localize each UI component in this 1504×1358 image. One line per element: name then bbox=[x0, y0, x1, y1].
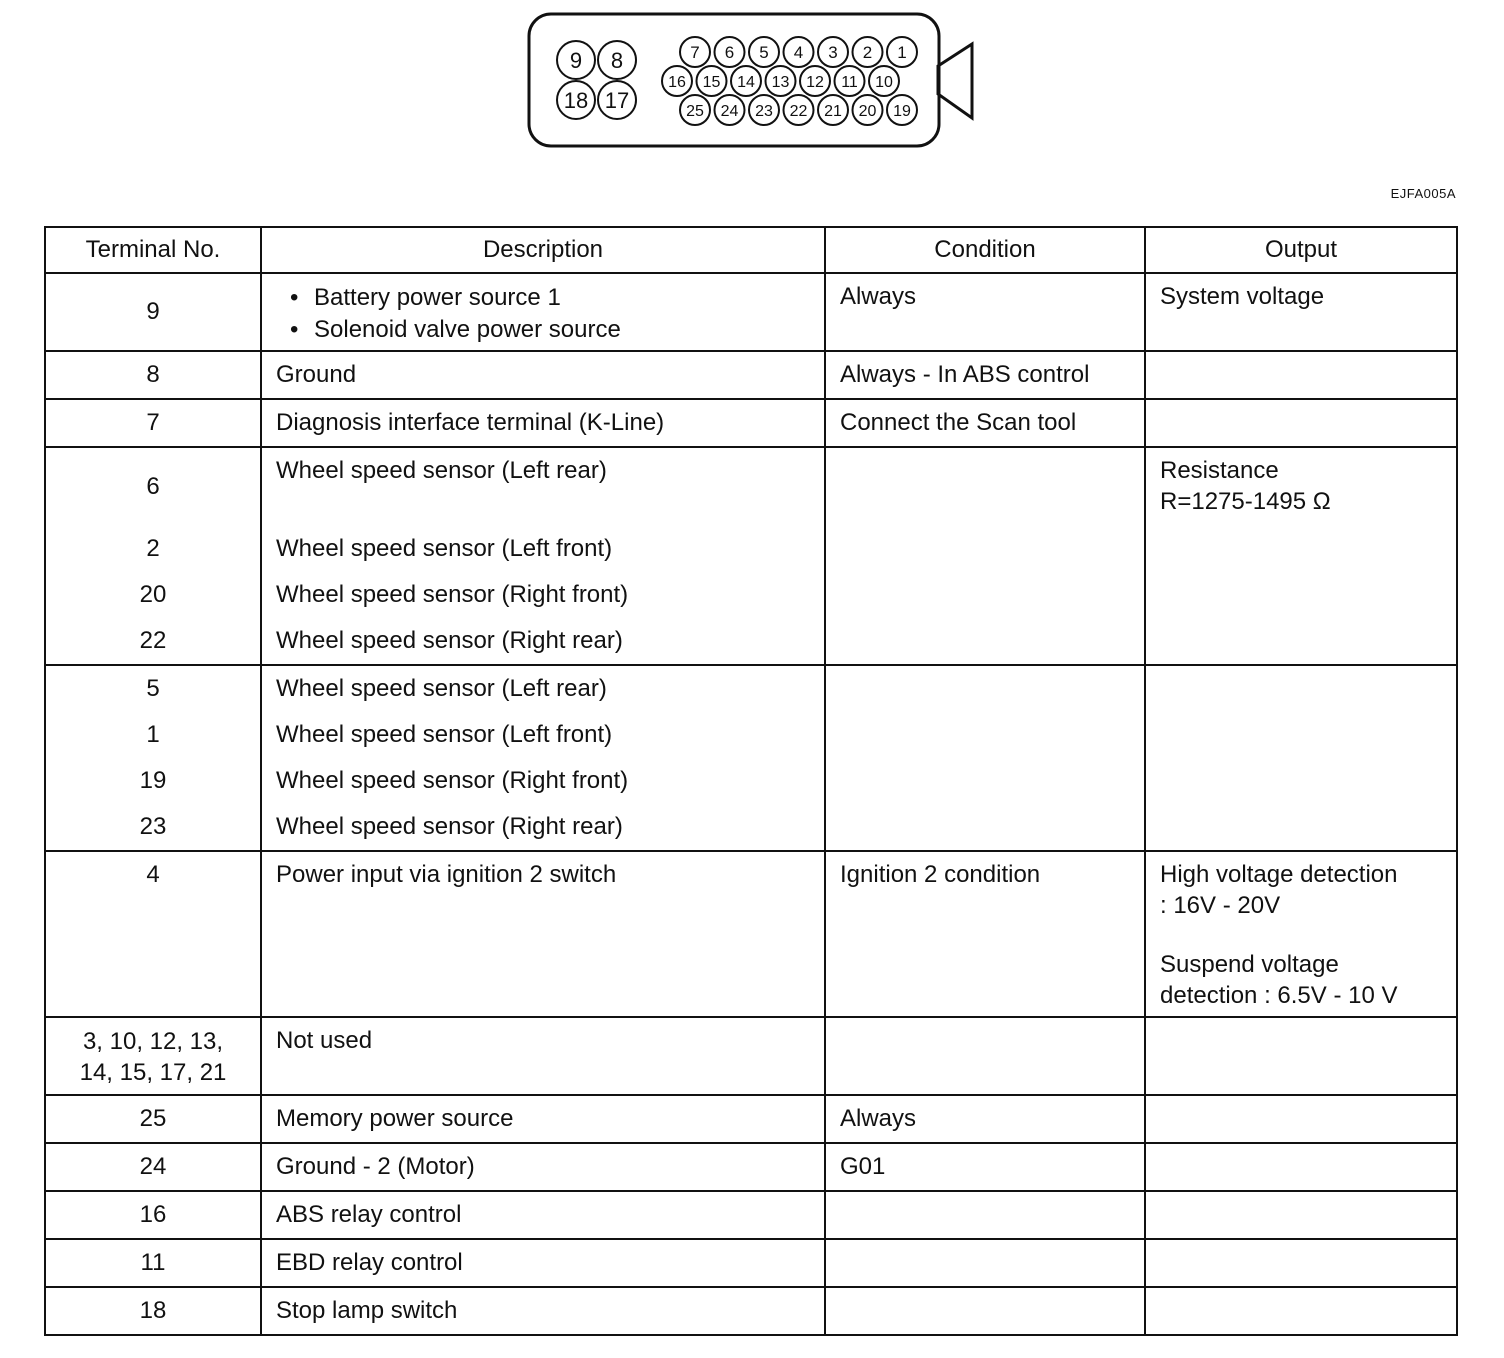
pin-label-21: 21 bbox=[824, 103, 842, 120]
terminal-table bbox=[44, 226, 1458, 1336]
terminal-cell: 7 bbox=[45, 399, 261, 447]
output-cell bbox=[1145, 1143, 1457, 1191]
pin-label-5: 5 bbox=[759, 43, 769, 62]
terminal-cell: 9 bbox=[45, 273, 261, 351]
terminal-cell: 6 2 20 22 bbox=[45, 447, 261, 665]
condition-cell: Connect the Scan tool bbox=[825, 399, 1145, 447]
table-row bbox=[45, 1191, 1457, 1239]
description-cell: Stop lamp switch bbox=[261, 1287, 825, 1335]
pin-label-7: 7 bbox=[690, 43, 700, 62]
pin-label-24: 24 bbox=[720, 103, 739, 120]
table-row bbox=[45, 1143, 1457, 1191]
description-cell: Wheel speed sensor (Left rear) Wheel speed sensor (Left front) Wheel speed sensor (Right front) Wheel speed sensor (Right rear) bbox=[261, 447, 825, 665]
header-terminal-no: Terminal No. bbox=[45, 227, 261, 273]
output-cell bbox=[1145, 1287, 1457, 1335]
terminal-cell: 4 bbox=[45, 851, 261, 1017]
small-pin-group bbox=[662, 37, 917, 125]
output-cell bbox=[1145, 1095, 1457, 1143]
terminal-cell: 8 bbox=[45, 351, 261, 399]
condition-cell bbox=[825, 1239, 1145, 1287]
condition-cell: Always bbox=[825, 1095, 1145, 1143]
list-item: • Battery power source 1 bbox=[288, 282, 824, 314]
table-row bbox=[45, 273, 1457, 351]
table-row bbox=[45, 1017, 1457, 1095]
pin-label-1: 1 bbox=[897, 43, 907, 62]
connector-latch bbox=[938, 44, 972, 118]
bullet-list bbox=[262, 282, 824, 346]
terminal-cell: 25 bbox=[45, 1095, 261, 1143]
pin-label-3: 3 bbox=[828, 43, 838, 62]
pin-label-14: 14 bbox=[737, 74, 755, 91]
terminal-cell: 24 bbox=[45, 1143, 261, 1191]
description-cell bbox=[261, 273, 825, 351]
description-cell: Power input via ignition 2 switch bbox=[261, 851, 825, 1017]
table-row bbox=[45, 447, 1457, 665]
description-cell: EBD relay control bbox=[261, 1239, 825, 1287]
header-description: Description bbox=[261, 227, 825, 273]
output-cell bbox=[1145, 1239, 1457, 1287]
list-item: • Solenoid valve power source bbox=[288, 314, 824, 346]
description-cell: Ground - 2 (Motor) bbox=[261, 1143, 825, 1191]
table-row bbox=[45, 665, 1457, 851]
description-cell: Ground bbox=[261, 351, 825, 399]
pin-label-8: 8 bbox=[610, 48, 624, 73]
header-condition: Condition bbox=[825, 227, 1145, 273]
table-row bbox=[45, 351, 1457, 399]
description-cell: Memory power source bbox=[261, 1095, 825, 1143]
pin-label-25: 25 bbox=[686, 103, 704, 120]
terminal-cell: 11 bbox=[45, 1239, 261, 1287]
output-cell: System voltage bbox=[1145, 273, 1457, 351]
output-cell bbox=[1145, 351, 1457, 399]
pin-label-13: 13 bbox=[771, 74, 790, 91]
output-cell bbox=[1145, 665, 1457, 851]
condition-cell bbox=[825, 447, 1145, 665]
condition-cell: Always - In ABS control bbox=[825, 351, 1145, 399]
pin-label-17: 17 bbox=[604, 88, 630, 113]
pin-label-9: 9 bbox=[569, 48, 583, 73]
pin-label-12: 12 bbox=[806, 74, 824, 91]
description-cell: Not used bbox=[261, 1017, 825, 1095]
terminal-cell: 5 1 19 23 bbox=[45, 665, 261, 851]
connector-diagram bbox=[520, 8, 980, 154]
table-row bbox=[45, 1095, 1457, 1143]
terminal-cell: 18 bbox=[45, 1287, 261, 1335]
table-row bbox=[45, 1287, 1457, 1335]
table-header-row bbox=[45, 227, 1457, 273]
condition-cell bbox=[825, 665, 1145, 851]
output-cell: High voltage detection : 16V - 20V Suspend voltage detection : 6.5V - 10 V bbox=[1145, 851, 1457, 1017]
pin-label-11: 11 bbox=[841, 74, 858, 91]
pin-label-10: 10 bbox=[875, 74, 893, 91]
figure-id: EJFA005A bbox=[1390, 186, 1456, 201]
pin-label-15: 15 bbox=[702, 74, 721, 91]
pin-label-18: 18 bbox=[563, 88, 589, 113]
condition-cell: Always bbox=[825, 273, 1145, 351]
table-row bbox=[45, 1239, 1457, 1287]
output-cell bbox=[1145, 1191, 1457, 1239]
output-cell bbox=[1145, 1017, 1457, 1095]
condition-cell: G01 bbox=[825, 1143, 1145, 1191]
condition-cell bbox=[825, 1287, 1145, 1335]
table-row bbox=[45, 399, 1457, 447]
description-cell: Diagnosis interface terminal (K-Line) bbox=[261, 399, 825, 447]
pin-label-16: 16 bbox=[668, 74, 686, 91]
header-output: Output bbox=[1145, 227, 1457, 273]
output-cell: Resistance R=1275-1495 Ω bbox=[1145, 447, 1457, 665]
condition-cell bbox=[825, 1191, 1145, 1239]
large-pin-group bbox=[557, 41, 636, 119]
description-cell: ABS relay control bbox=[261, 1191, 825, 1239]
terminal-cell: 16 bbox=[45, 1191, 261, 1239]
pin-label-22: 22 bbox=[789, 103, 808, 120]
output-cell bbox=[1145, 399, 1457, 447]
table-row bbox=[45, 851, 1457, 1017]
description-cell: Wheel speed sensor (Left rear) Wheel speed sensor (Left front) Wheel speed sensor (Right front) Wheel speed sensor (Right rear) bbox=[261, 665, 825, 851]
pin-label-2: 2 bbox=[862, 43, 873, 62]
pin-label-19: 19 bbox=[893, 103, 911, 120]
terminal-cell: 3, 10, 12, 13, 14, 15, 17, 21 bbox=[45, 1017, 261, 1095]
condition-cell bbox=[825, 1017, 1145, 1095]
pin-label-6: 6 bbox=[724, 43, 735, 62]
pin-label-20: 20 bbox=[858, 103, 877, 120]
pin-label-4: 4 bbox=[793, 43, 804, 62]
pin-label-23: 23 bbox=[755, 103, 773, 120]
condition-cell: Ignition 2 condition bbox=[825, 851, 1145, 1017]
